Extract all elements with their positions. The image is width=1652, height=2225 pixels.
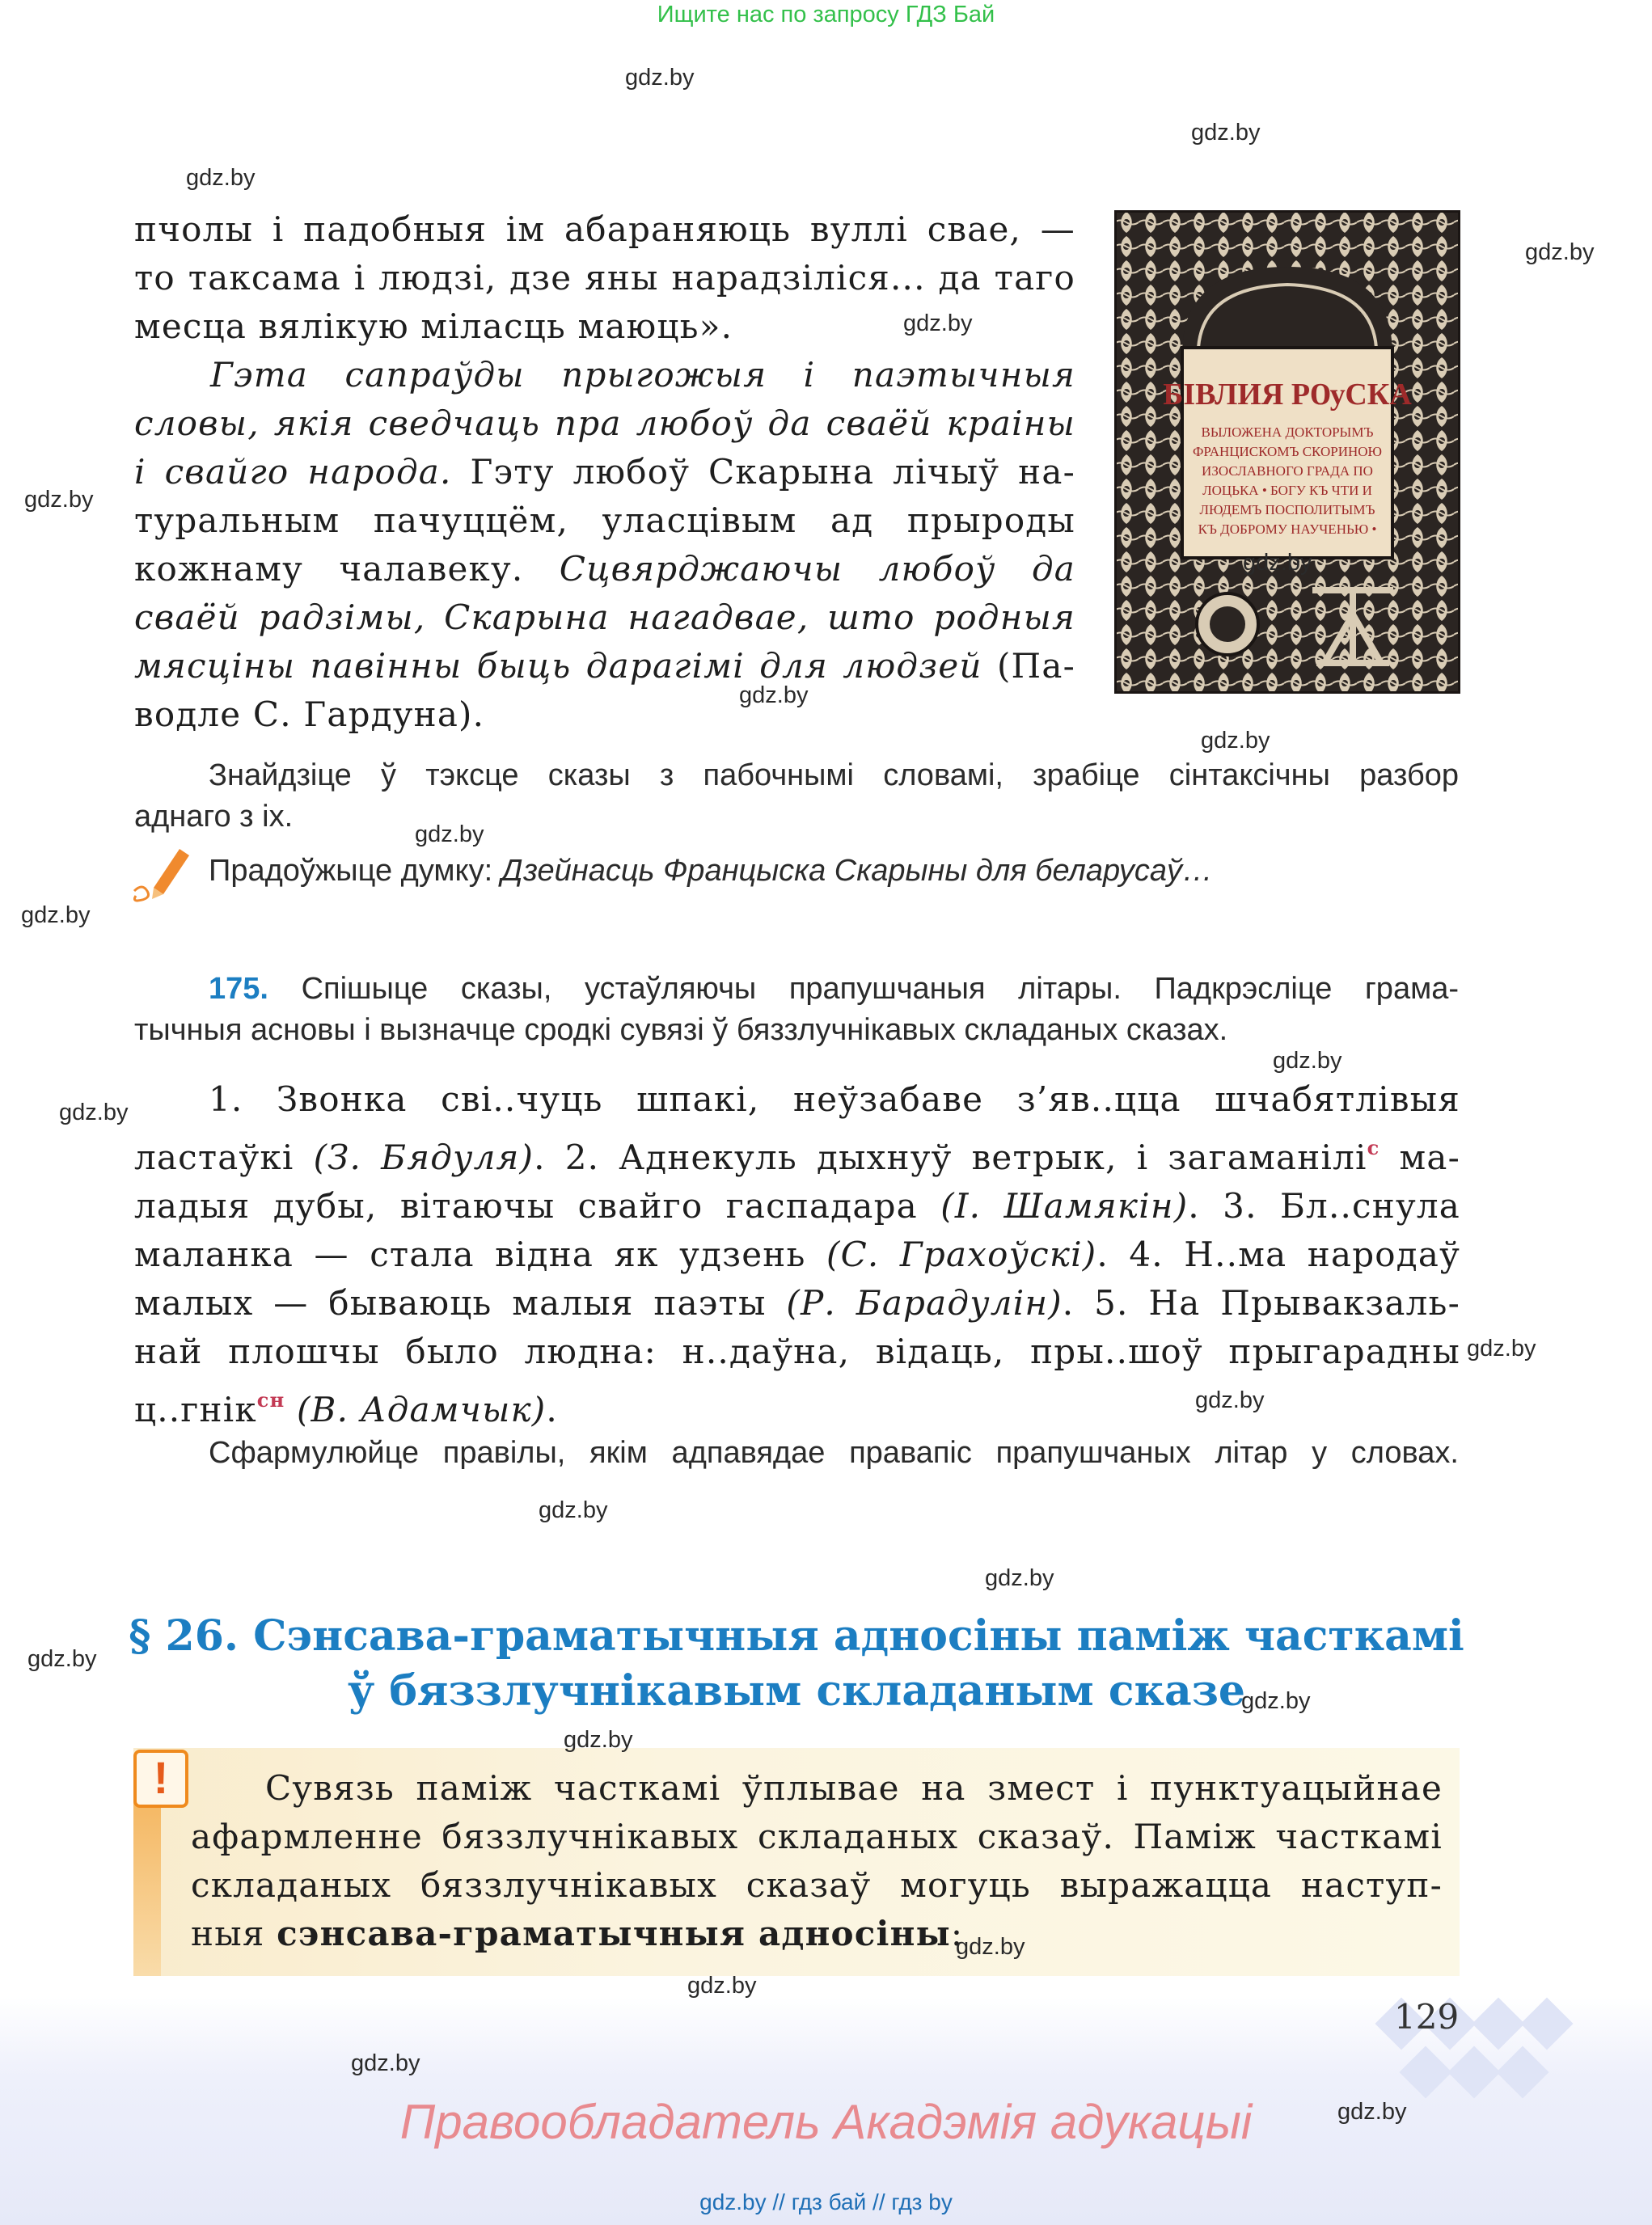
task-find-sentences: Знайдзіце ў тэксце сказы з пабочнымі словамі, зрабіце сінтаксічны разбор: [209, 758, 1459, 792]
exercise-number: 175.: [209, 972, 268, 1006]
top-banner[interactable]: Ищите нас по запросу ГДЗ Бай: [657, 2, 995, 27]
watermark: gdz.by: [564, 1727, 633, 1753]
watermark: gdz.by: [539, 1497, 608, 1523]
watermark: gdz.by: [903, 310, 973, 336]
watermark: gdz.by: [1201, 728, 1270, 754]
watermark: gdz.by: [186, 165, 256, 191]
watermark: gdz.by: [1191, 120, 1261, 146]
watermark: gdz.by: [625, 65, 695, 91]
watermark: gdz.by: [956, 1934, 1025, 1960]
bible-subtitle-line: ЛОЦЬКА • БОГУ КЪ ЧТИ И: [1202, 483, 1372, 498]
bible-title-text: БІВЛИЯ РѸСКА: [1163, 378, 1412, 412]
text-line: мясціны павінны быць дарагімі для людзей (Па-: [134, 646, 1075, 686]
watermark: gdz.by: [1337, 2099, 1407, 2125]
key-term: сэнсава-граматычныя адносіны: [277, 1914, 951, 1953]
main-paragraph: [134, 205, 1075, 739]
pen-writing-icon: [129, 841, 194, 906]
page-number: 129: [1394, 1997, 1460, 2037]
exercise-175-text: 1. Звонка сві..чуць шпакі, неўзабаве з’яв..цца шчабятлівыя ластаўкі (З. Бядуля). 2. Аднекуль дыхнуў ветрык, і загаманілі$^с$ ма- ладыя дубы, вітаючы свайго гаспадара (І. Шамякін). 3. Бл..снула маланка — стала відна як удзень (С. Грахоўскі). 4. Н..ма народаў малых — бываюць малыя паэты (Р. Барадулін). 5. На Прывакзаль- най плошчы было людна: н..даўна, відаць, пры..шоў прыгарадны ц..гнік$^{сн}$ (В. Адамчык).: [134, 1079, 1461, 1429]
bible-subtitle-line: ЛЮДЕМЪ ПОСПОЛИТЫМЪ: [1199, 502, 1375, 517]
watermark: gdz.by: [59, 1100, 129, 1125]
watermark: gdz.by: [351, 2050, 420, 2076]
bible-subtitle-line: ВЫЛОЖЕНА ДОКТОРЫМЪ: [1201, 424, 1374, 440]
text-line: сваёй радзімы, Скарына нагадвае, што родныя: [134, 597, 1075, 637]
watermark: gdz.by: [415, 821, 484, 847]
watermark: gdz.by: [739, 682, 809, 708]
section-heading-line: § 26. Сэнсава-граматычныя адносіны паміж часткамі: [129, 1611, 1464, 1661]
bible-subtitle-line: КЪ ДОБРОМУ НАУЧЕНЬЮ •: [1198, 521, 1377, 537]
bible-title-page-image: [1114, 210, 1460, 694]
watermark: gdz.by: [27, 1646, 97, 1672]
watermark: gdz.by: [1467, 1336, 1536, 1362]
exercise-175-instructions: 175. Спішыце сказы, устаўляючы прапушчаныя літары. Падкрэсліце грама- тычныя асновы і вызначце сродкі сувязі ў бяззлучнікавых складаных сказах.: [134, 972, 1459, 1047]
watermark: gdz.by: [1273, 1048, 1342, 1074]
task-find-sentences-cont: аднаго з іх.: [134, 800, 294, 834]
rule-box-bar: [133, 1779, 161, 1976]
superscript-mark: с: [1367, 1136, 1380, 1159]
bible-title-page-svg: [1114, 210, 1460, 694]
watermark: gdz.by: [24, 487, 94, 513]
exclamation-icon: !: [133, 1750, 188, 1808]
text-line: то таксама і людзі, дзе яны нарадзіліся... да таго: [134, 258, 1075, 298]
task-continue-thought: Прадоўжыце думку: Дзейнасць Францыска Скарыны для беларусаў…: [209, 854, 1213, 888]
watermark: gdz.by: [1195, 1387, 1265, 1413]
text-line: месца вялікую міласць маюць».: [134, 306, 733, 346]
watermark: gdz.by: [1525, 239, 1595, 265]
bible-subtitle-line: ФРАНЦИСКОМЪ СКОРИНОЮ: [1192, 444, 1383, 459]
text-line: кожнаму чалавеку. Сцвярджаючы любоў да: [134, 549, 1076, 589]
task-formulate-rules: Сфармулюйце правілы, якім адпавядае правапіс прапушчаных літар у словах.: [209, 1436, 1459, 1470]
watermark: gdz.by: [21, 902, 91, 928]
text-line: Гэта сапраўды прыгожыя і паэтычныя: [210, 355, 1075, 395]
bible-subtitle-line: ИЗОСЛАВНОГО ГРАДА ПО: [1202, 463, 1373, 479]
bottom-links[interactable]: gdz.by // гдз бай // гдз by: [699, 2189, 953, 2214]
watermark: gdz.by: [985, 1565, 1054, 1591]
copyright-notice: Правообладатель Акадэмія адукацыі: [399, 2095, 1253, 2149]
text-line: туральным пачуццём, уласцівым ад прыроды: [134, 500, 1075, 540]
section-heading-line: ў бяззлучнікавым складаным сказе: [347, 1666, 1246, 1716]
rule-text: Сувязь паміж часткамі ўплывае на змест і пунктуацыйнае афармленне бяззлучнікавых складаных сказаў. Паміж часткамі складаных бяззлучнікавых сказаў могуць выражацца наступ- ныя сэнсава-граматычныя адносіны:: [191, 1768, 1443, 1953]
text-line: водле С. Гардуна).: [134, 695, 485, 734]
watermark: gdz.by: [1243, 550, 1312, 576]
text-line: пчолы і падобныя ім абараняюць вуллі свае, —: [134, 209, 1075, 249]
watermark: gdz.by: [687, 1973, 757, 1999]
watermark: gdz.by: [1241, 1688, 1311, 1714]
text-line: словы, якія сведчаць пра любоў да сваёй краіны: [134, 403, 1075, 443]
text-line: і свайго народа. Гэту любоў Скарына лічыў на-: [134, 452, 1075, 492]
superscript-mark: сн: [256, 1388, 285, 1412]
